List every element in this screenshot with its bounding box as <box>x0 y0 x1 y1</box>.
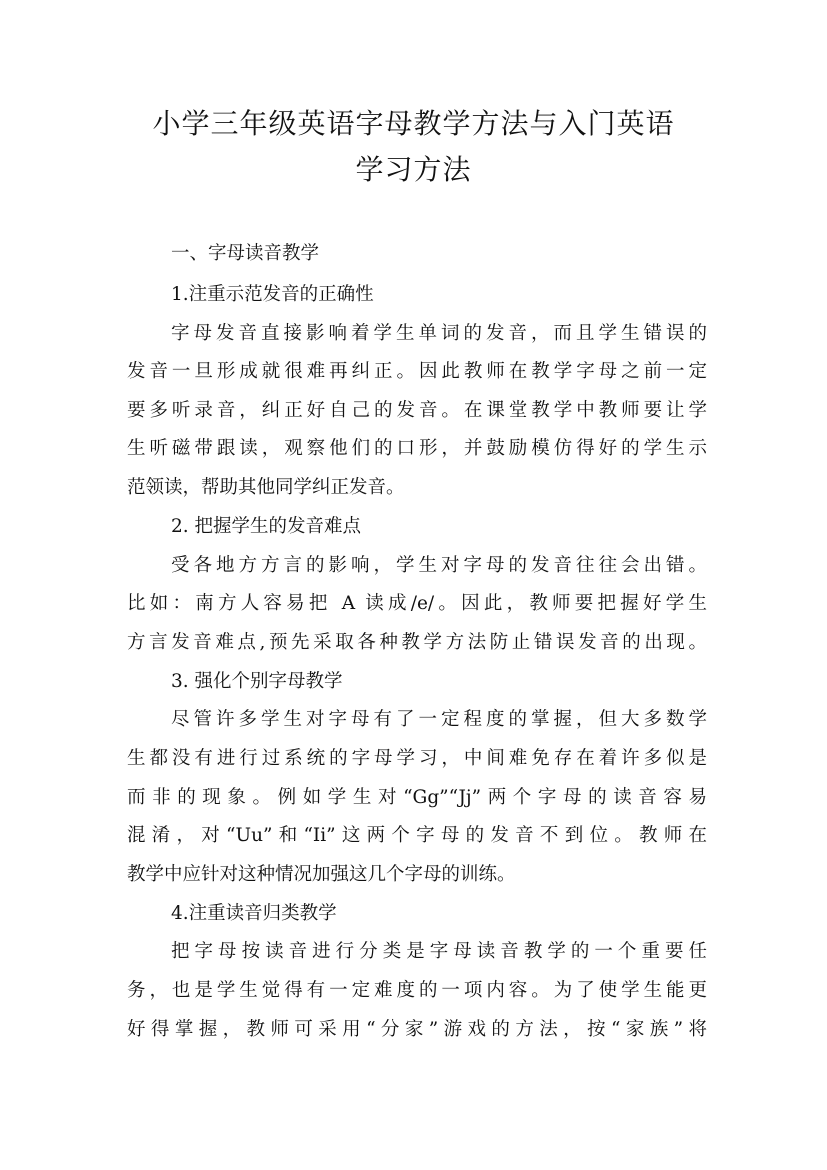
paragraph-line: 生听磁带跟读，观察他们的口形，并鼓励模仿得好的学生示 <box>127 438 707 459</box>
subheading-1: 1.注重示范发音的正确性 <box>171 284 374 305</box>
paragraph-line: 好得掌握，教师可采用“分家”游戏的方法，按“家族”将 <box>127 1019 707 1040</box>
document-title-line-2: 学习方法 <box>355 153 472 186</box>
paragraph-line: 把字母按读音进行分类是字母读音教学的一个重要任 <box>171 941 707 962</box>
paragraph-line: 混淆，对“Uu”和“Ii”这两个字母的发音不到位。教师在 <box>127 825 707 846</box>
subheading-3: 3. 强化个别字母教学 <box>171 671 343 692</box>
paragraph-line: 要多听录音，纠正好自己的发音。在课堂教学中教师要让学 <box>127 400 707 421</box>
paragraph-line: 范领读，帮助其他同学纠正发音。 <box>127 477 405 498</box>
paragraph-line: 生都没有进行过系统的字母学习，中间难免存在着许多似是 <box>127 748 707 769</box>
section-heading: 一、字母读音教学 <box>171 243 320 264</box>
paragraph-line: 受各地方方言的影响，学生对字母的发音往往会出错。 <box>171 555 707 576</box>
paragraph-line: 务，也是学生觉得有一定难度的一项内容。为了使学生能更 <box>127 980 707 1001</box>
paragraph-line: 发音一旦形成就很难再纠正。因此教师在教学字母之前一定 <box>127 361 707 382</box>
subheading-4: 4.注重读音归类教学 <box>171 903 337 924</box>
paragraph-line: 字母发音直接影响着学生单词的发音，而且学生错误的 <box>171 323 707 344</box>
paragraph-line: 尽管许多学生对字母有了一定程度的掌握，但大多数学 <box>171 709 707 730</box>
paragraph-line: 方言发音难点,预先采取各种教学方法防止错误发音的出现。 <box>127 632 707 653</box>
paragraph-line: 而非的现象。例如学生对“Gg”“Jj”两个字母的读音容易 <box>127 787 707 808</box>
paragraph-line: 比如：南方人容易把 A 读成/e/。因此，教师要把握好学生 <box>127 593 707 614</box>
subheading-2: 2. 把握学生的发音难点 <box>171 516 362 537</box>
paragraph-line: 教学中应针对这种情况加强这几个字母的训练。 <box>127 864 516 885</box>
document-title-line-1: 小学三年级英语字母教学方法与入门英语 <box>152 107 675 140</box>
